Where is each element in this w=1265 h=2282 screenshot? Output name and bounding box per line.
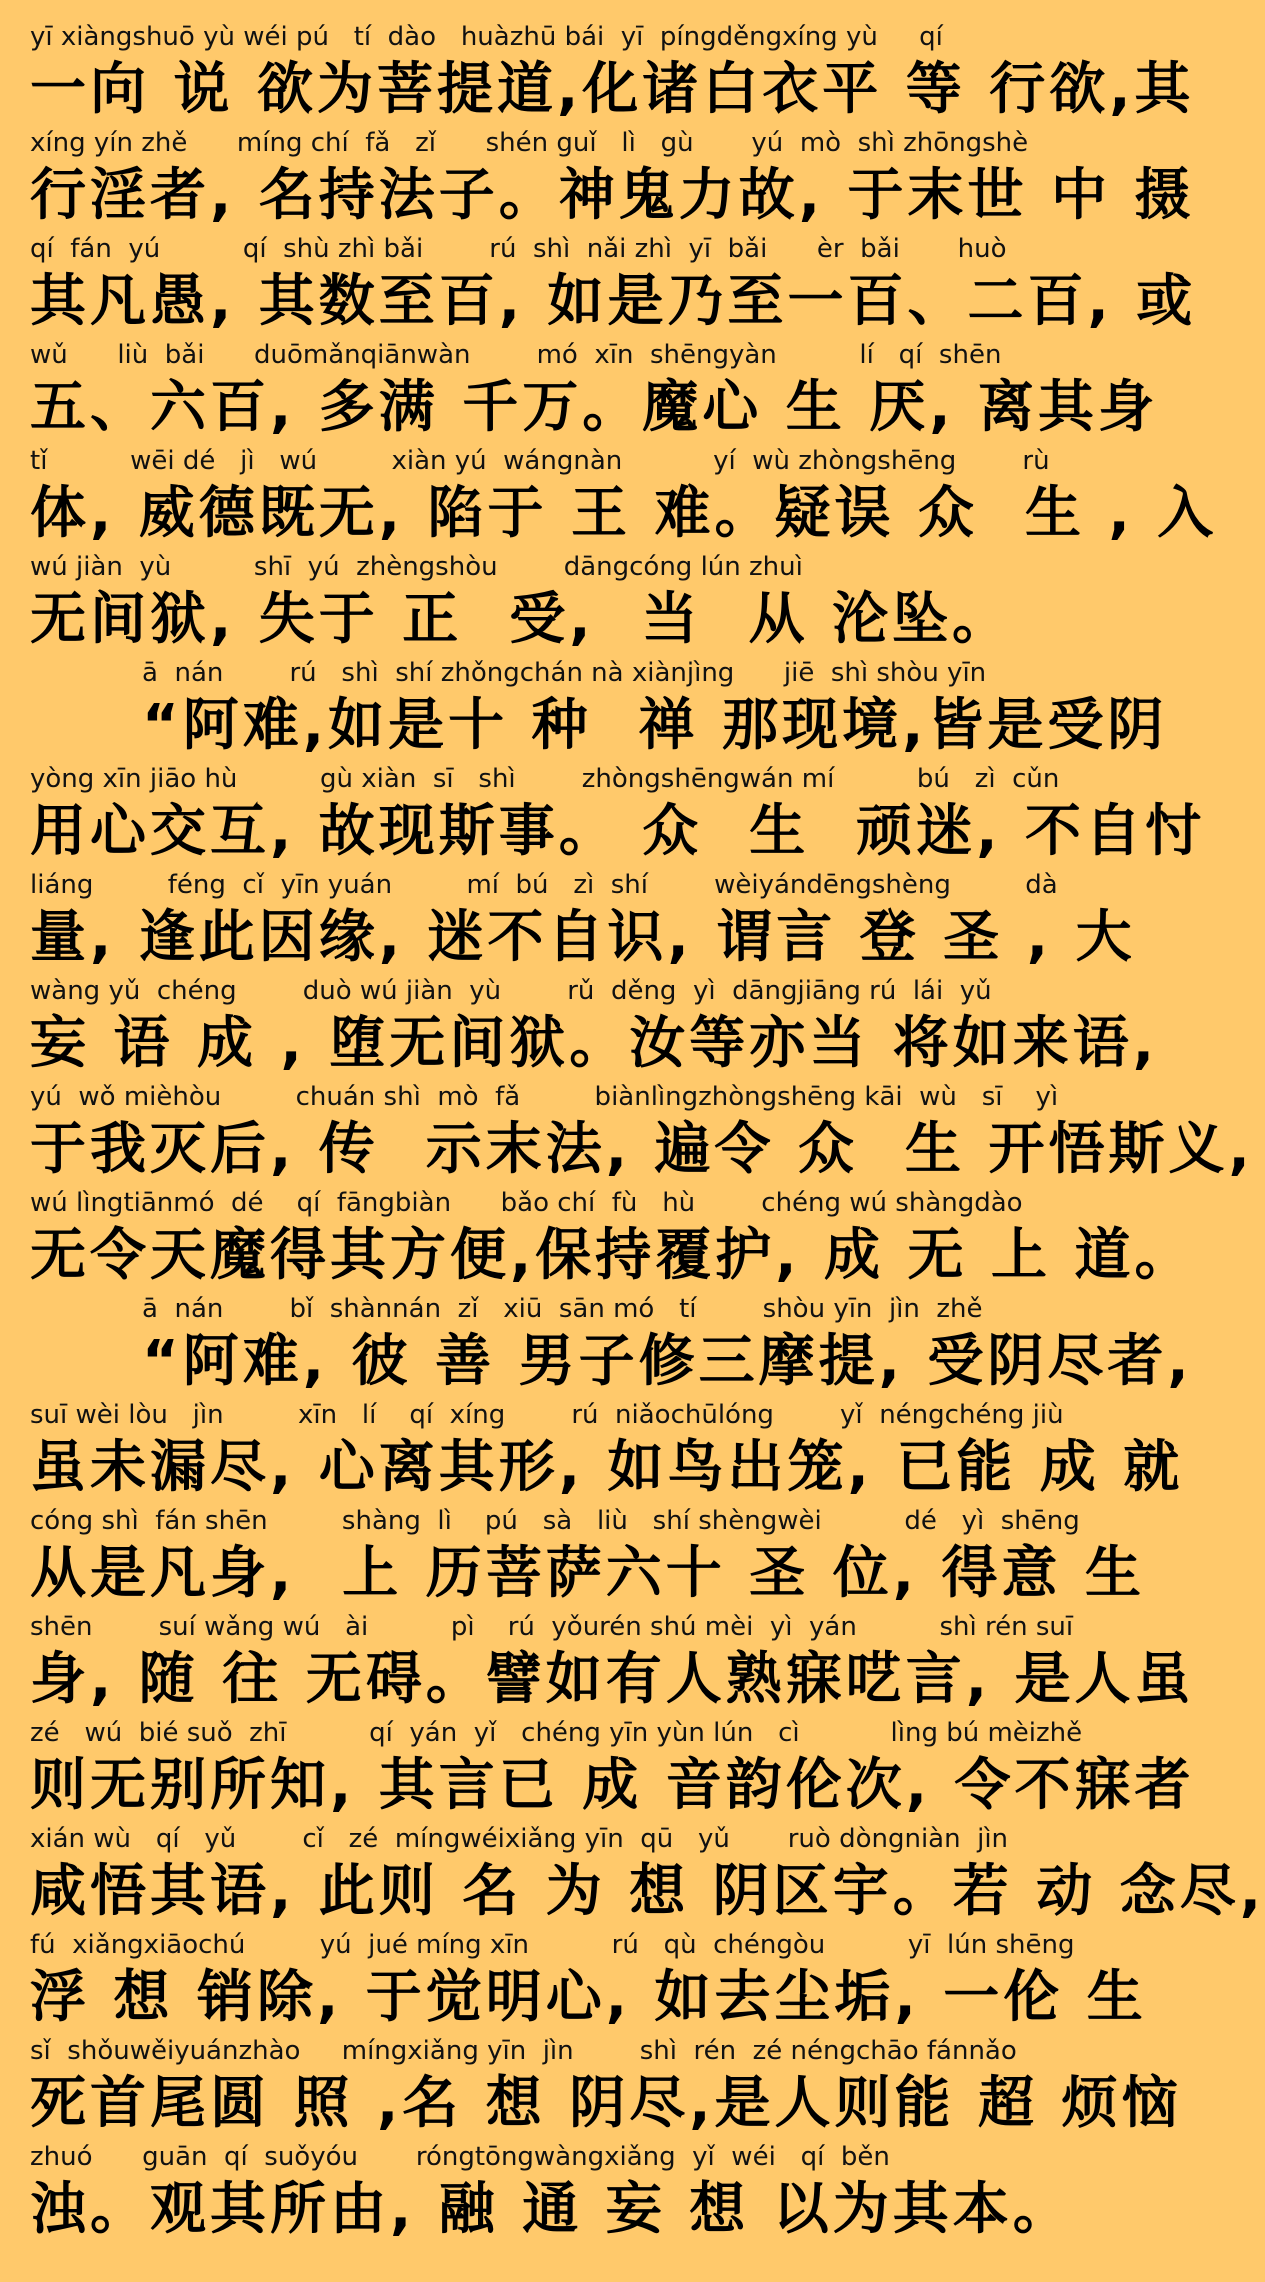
- text-line: [30, 764, 1206, 870]
- hanzi-line: 无令天魔得其方便,保持覆护, 成 无 上 道。: [30, 1223, 1195, 1288]
- hanzi-line: 其凡愚, 其数至百, 如是乃至一百、二百, 或: [30, 269, 1197, 334]
- hanzi-line: 量, 逢此因缘, 迷不自识, 谓言 登 圣 , 大: [30, 905, 1136, 970]
- pinyin-line: yú wǒ mièhòu chuán shì mò fǎ biànlìngzhòngshēng kāi wù sī yì: [30, 1082, 1059, 1112]
- text-line: [30, 1824, 1265, 1930]
- text-line: [30, 552, 1058, 658]
- pinyin-line: xián wù qí yǔ cǐ zé míngwéixiǎng yīn qū yǔ ruò dòngniàn jìn: [30, 1824, 1009, 1854]
- hanzi-line: 体, 威德既无, 陷于 王 难。疑误 众 生 , 入: [30, 481, 1218, 546]
- text-line: [30, 1082, 1254, 1188]
- hanzi-line: 妄 语 成 , 堕无间狱。汝等亦当 将如来语,: [30, 1011, 1159, 1076]
- pinyin-line: sǐ shǒuwěiyuánzhào míngxiǎng yīn jìn shì rén zé néngchāo fánnǎo: [30, 2036, 1017, 2066]
- pinyin-line: wǔ liù bǎi duōmǎnqiānwàn mó xīn shēngyàn lí qí shēn: [30, 340, 1002, 370]
- hanzi-line: 于我灭后, 传 示末法, 遍令 众 生 开悟斯义,: [30, 1117, 1254, 1182]
- hanzi-line: “阿难,如是十 种 禅 那现境,皆是受阴: [142, 693, 1168, 758]
- pinyin-line: ā nán rú shì shí zhǒngchán nà xiànjìng jiē shì shòu yīn: [142, 658, 987, 688]
- hanzi-line: 虽未漏尽, 心离其形, 如鸟出笼, 已能 成 就: [30, 1435, 1184, 1500]
- text-line: [30, 1506, 1146, 1612]
- pinyin-line: cóng shì fán shēn shàng lì pú sà liù shí shèngwèi dé yì shēng: [30, 1506, 1080, 1536]
- pinyin-line: tǐ wēi dé jì wú xiàn yú wángnàn yí wù zhòngshēng rù: [30, 446, 1050, 476]
- text-line: [30, 1718, 1195, 1824]
- hanzi-line: 行淫者, 名持法子。神鬼力故, 于末世 中 摄: [30, 163, 1195, 228]
- pinyin-line: yòng xīn jiāo hù gù xiàn sī shì zhòngshēngwán mí bú zì cǔn: [30, 764, 1060, 794]
- hanzi-line: 则无别所知, 其言已 成 音韵伦次, 令不寐者: [30, 1753, 1195, 1818]
- hanzi-line: 咸悟其语, 此则 名 为 想 阴区宇。若 动 念尽,: [30, 1859, 1265, 1924]
- text-line: [30, 128, 1195, 234]
- pinyin-line: ā nán bǐ shànnán zǐ xiū sān mó tí shòu yīn jìn zhě: [142, 1294, 983, 1324]
- text-line: [30, 1400, 1184, 1506]
- pinyin-line: zhuó guān qí suǒyóu róngtōngwàngxiǎng yǐ wéi qí běn: [30, 2142, 890, 2172]
- hanzi-line: 一向 说 欲为菩提道,化诸白衣平 等 行欲,其: [30, 57, 1195, 122]
- text-line: [30, 2142, 1073, 2248]
- text-line: [30, 1294, 1193, 1400]
- pinyin-line: yī xiàngshuō yù wéi pú tí dào huàzhū bái yī píngděngxíng yù qí: [30, 22, 943, 52]
- text-line: [30, 22, 1195, 128]
- pinyin-line: liáng féng cǐ yīn yuán mí bú zì shí wèiyándēngshèng dà: [30, 870, 1058, 900]
- pinyin-line: fú xiǎngxiāochú yú jué míng xīn rú qù chéngòu yī lún shēng: [30, 1930, 1075, 1960]
- text-line: [30, 870, 1136, 976]
- hanzi-line: 浊。观其所由, 融 通 妄 想 以为其本。: [30, 2177, 1073, 2242]
- pinyin-line: shēn suí wǎng wú ài pì rú yǒurén shú mèi yì yán shì rén suī: [30, 1612, 1074, 1642]
- pinyin-line: qí fán yú qí shù zhì bǎi rú shì nǎi zhì yī bǎi èr bǎi huò: [30, 234, 1007, 264]
- text-line: [30, 976, 1159, 1082]
- text-line: [30, 1612, 1195, 1718]
- text-line: [30, 1930, 1147, 2036]
- text-line: [30, 658, 1168, 764]
- text-line: [30, 340, 1159, 446]
- hanzi-line: 用心交互, 故现斯事。 众 生 顽迷, 不自忖: [30, 799, 1206, 864]
- pinyin-line: wàng yǔ chéng duò wú jiàn yù rǔ děng yì dāngjiāng rú lái yǔ: [30, 976, 992, 1006]
- hanzi-line: 从是凡身, 上 历菩萨六十 圣 位, 得意 生: [30, 1541, 1146, 1606]
- pinyin-line: wú jiàn yù shī yú zhèngshòu dāngcóng lún zhuì: [30, 552, 803, 582]
- text-line: [30, 234, 1197, 340]
- text-line: [30, 1188, 1195, 1294]
- hanzi-line: 无间狱, 失于 正 受, 当 从 沦坠。: [30, 587, 1013, 652]
- hanzi-line: 浮 想 销除, 于觉明心, 如去尘垢, 一伦 生: [30, 1965, 1147, 2030]
- hanzi-line: 身, 随 往 无碍。譬如有人熟寐呓言, 是人虽: [30, 1647, 1195, 1712]
- pinyin-line: xíng yín zhě míng chí fǎ zǐ shén guǐ lì gù yú mò shì zhōngshè: [30, 128, 1029, 158]
- text-line: [30, 446, 1218, 552]
- pinyin-line: suī wèi lòu jìn xīn lí qí xíng rú niǎochūlóng yǐ néngchéng jiù: [30, 1400, 1064, 1430]
- hanzi-line: “阿难, 彼 善 男子修三摩提, 受阴尽者,: [142, 1329, 1193, 1394]
- pinyin-line: wú lìngtiānmó dé qí fāngbiàn bǎo chí fù hù chéng wú shàngdào: [30, 1188, 1023, 1218]
- pinyin-line: zé wú bié suǒ zhī qí yán yǐ chéng yīn yùn lún cì lìng bú mèizhě: [30, 1718, 1083, 1748]
- hanzi-line: 五、六百, 多满 千万。魔心 生 厌, 离其身: [30, 375, 1159, 440]
- text-line: [30, 2036, 1182, 2142]
- hanzi-line: 死首尾圆 照 ,名 想 阴尽,是人则能 超 烦恼: [30, 2071, 1182, 2136]
